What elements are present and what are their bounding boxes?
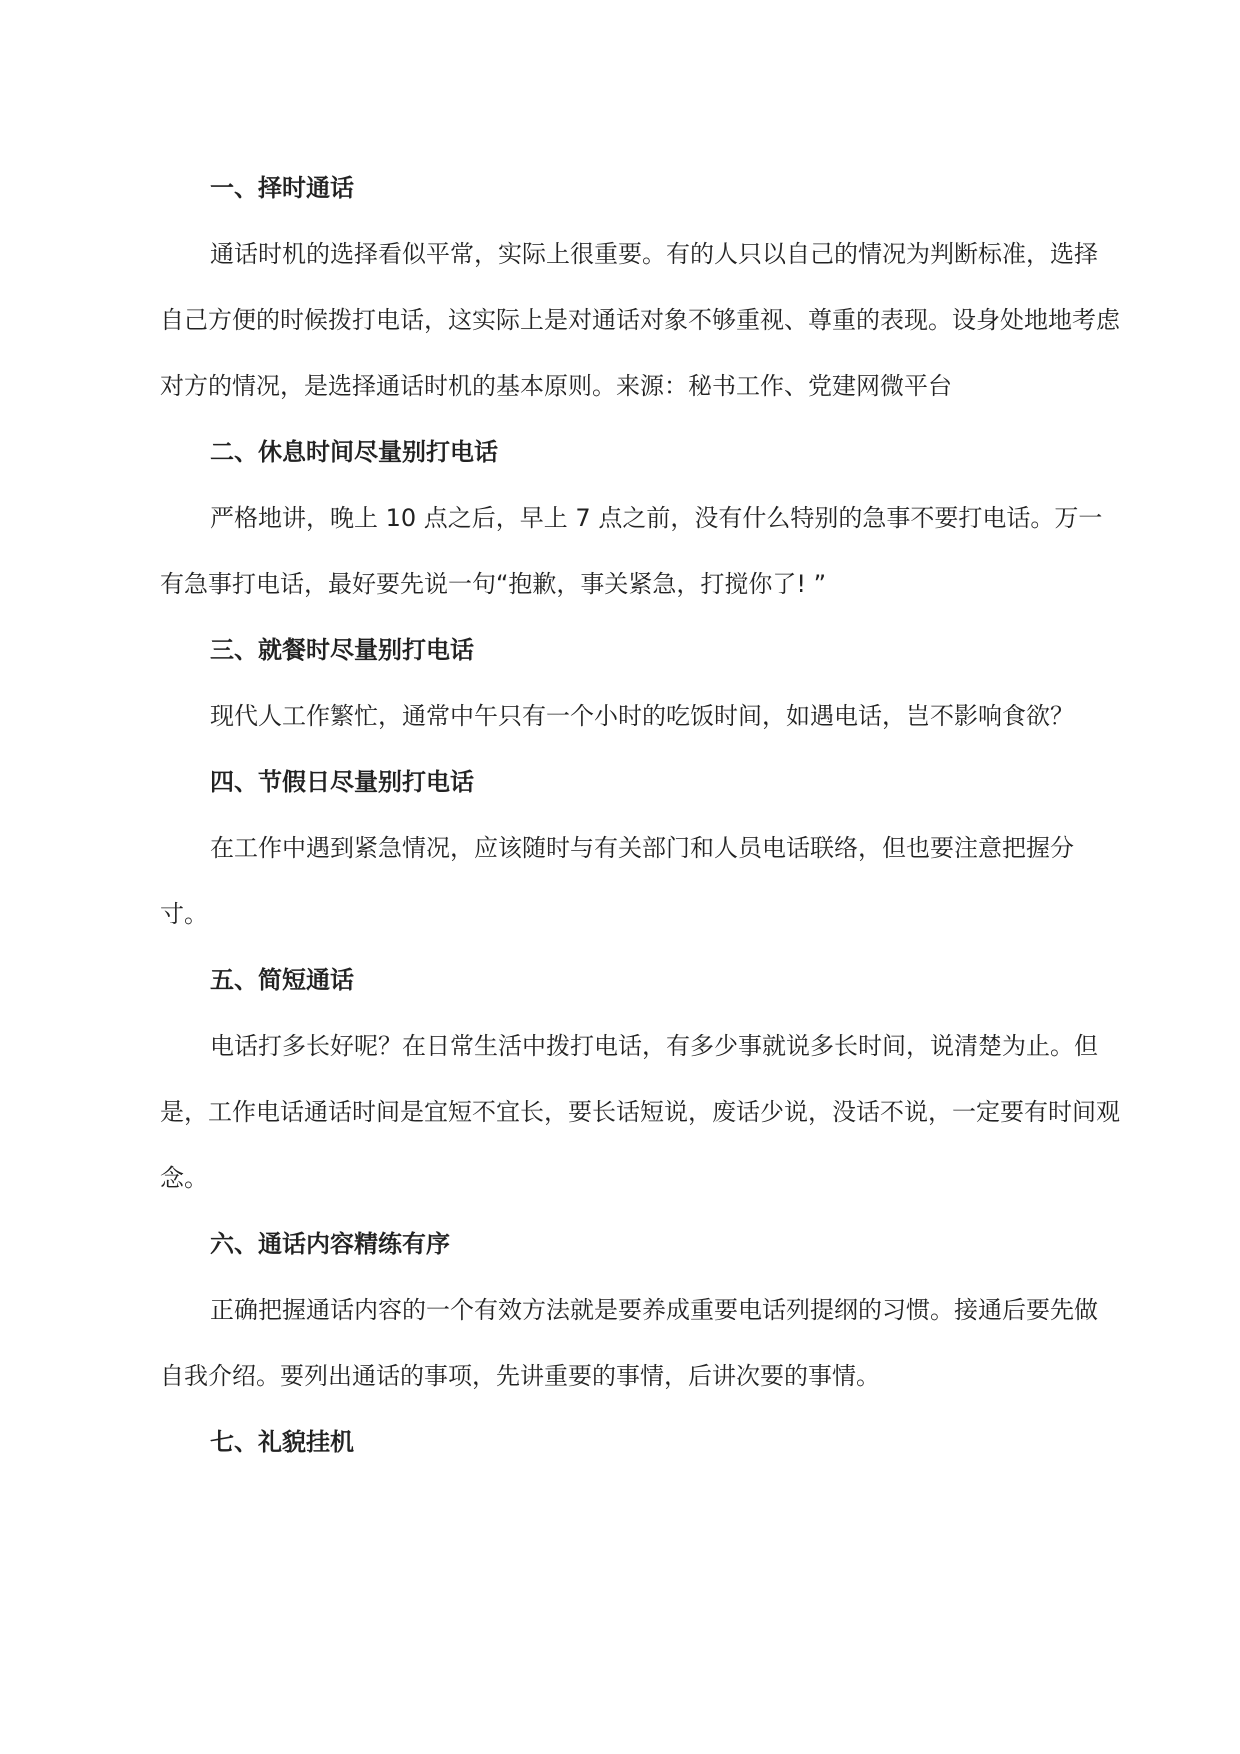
section-heading: 三、就餐时尽量别打电话 <box>210 636 474 664</box>
section-heading: 五、简短通话 <box>210 966 354 994</box>
section-heading: 二、休息时间尽量别打电话 <box>210 438 498 466</box>
section-paragraph: 严格地讲，晚上 10 点之后，早上 7 点之前，没有什么特别的急事不要打电话。万一有急事打电话，最好要先说一句“抱歉，事关紧急，打搅你了! ” <box>160 504 1103 598</box>
section-heading: 六、通话内容精练有序 <box>210 1230 450 1258</box>
section-paragraph: 在工作中遇到紧急情况，应该随时与有关部门和人员电话联络，但也要注意把握分寸。 <box>160 834 1074 928</box>
section-heading: 四、节假日尽量别打电话 <box>210 768 474 796</box>
document-body <box>160 170 1120 1490</box>
section-paragraph: 电话打多长好呢？在日常生活中拨打电话，有多少事就说多长时间，说清楚为止。但是，工作电话通话时间是宜短不宜长，要长话短说，废话少说，没话不说，一定要有时间观念。 <box>160 1032 1120 1192</box>
section-paragraph: 通话时机的选择看似平常，实际上很重要。有的人只以自己的情况为判断标准，选择自己方便的时候拨打电话，这实际上是对通话对象不够重视、尊重的表现。设身处地地考虑对方的情况，是选择通话时机的基本原则。来源：秘书工作、党建网微平台 <box>160 240 1120 400</box>
section-paragraph: 现代人工作繁忙，通常中午只有一个小时的吃饭时间，如遇电话，岂不影响食欲？ <box>210 702 1074 730</box>
section-heading: 一、择时通话 <box>210 174 354 202</box>
section-paragraph: 正确把握通话内容的一个有效方法就是要养成重要电话列提纲的习惯。接通后要先做自我介绍。要列出通话的事项，先讲重要的事情，后讲次要的事情。 <box>160 1296 1098 1390</box>
section-heading: 七、礼貌挂机 <box>210 1428 354 1456</box>
